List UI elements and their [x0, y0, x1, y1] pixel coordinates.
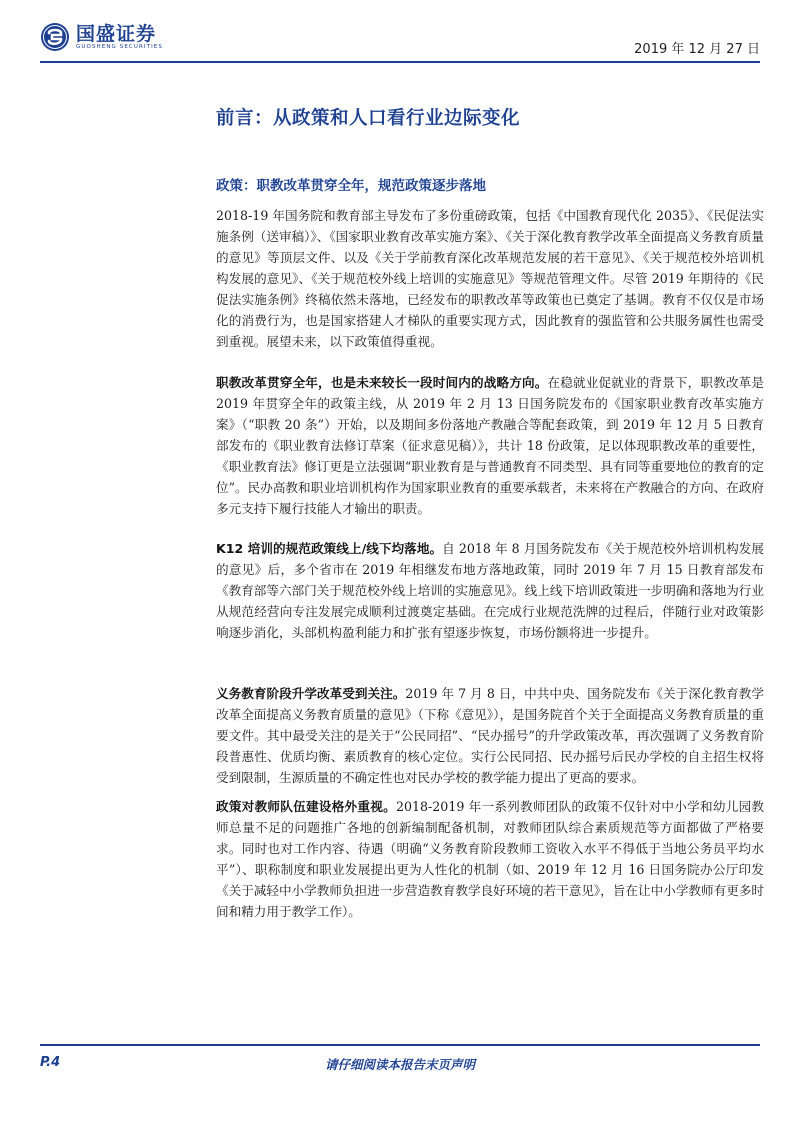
paragraph-body: 在稳就业促就业的背景下，职教改革是 2019 年贯穿全年的政策主线，从 2019 年 2 月 13 日国务院发布的《国家职业教育改革实施方案》（“职教 20 条”）开始，以及期间多份落地产教融合等配套政策，到 2019 年 12 月 5 日教育部发布的《职业教育法修订草案（征求意见稿）》，共计 18 份政策，足以体现职教改革的重要性，《职业教育法》修订更是立法强调“职业教育是与普通教育不同类型、具有同等重要地位的教育的定位”。民办高教和职业培训机构作为国家职业教育的重要承载者，未来将在产教融合的方向、在政府多元支持下履行技能人才输出的职责。	[216, 375, 765, 516]
paragraph	[216, 538, 764, 643]
section-title: 前言：从政策和人口看行业边际变化	[216, 108, 521, 129]
paragraph-body: 2018-2019 年一系列教师团队的政策不仅针对中小学和幼儿园教师总量不足的问题推广各地的创新编制配备机制，对教师团队综合素质规范等方面都做了严格要求。同时也对工作内容、待遇（明确“义务教育阶段教师工资收入水平不得低于当地公务员平均水平”）、职称制度和职业发展提出更为人性化的机制（如、2019 年 12 月 16 日国务院办公厅印发《关于减轻中小学教师负担进一步营造教育教学良好环境的若干意见》，旨在让中小学教师有更多时间和精力用于教学工作）。	[216, 799, 765, 919]
paragraph-body: 2018-19 年国务院和教育部主导发布了多份重磅政策，包括《中国教育现代化 2035》、《民促法实施条例（送审稿）》、《国家职业教育改革实施方案》、《关于深化教育教学改革全面提高义务教育质量的意见》等顶层文件、以及《关于学前教育深化改革规范发展的若干意见》、《关于规范校外培训机构发展的意见》、《关于规范校外线上培训的实施意见》等规范管理文件。尽管 2019 年期待的《民促法实施条例》终稿依然未落地，已经发布的职教改革等政策也已奠定了基调。教育不仅仅是市场化的消费行为，也是国家搭建人才梯队的重要实现方式，因此教育的强监管和公共服务属性也需受到重视。展望未来，以下政策值得重视。	[216, 208, 764, 349]
guosheng-logo-icon	[40, 22, 70, 52]
paragraph-body: 2019 年 7 月 8 日，中共中央、国务院发布《关于深化教育教学改革全面提高义务教育质量的意见》（下称《意见》），是国务院首个关于全面提高义务教育质量的重要文件。其中最受关注的是关于“公民同招”、“民办摇号”的升学政策改革，再次强调了义务教育阶段普惠性、优质均衡、素质教育的核心定位。实行公民同招、民办摇号后民办学校的自主招生权将受到限制，生源质量的不确定性也对民办学校的教学能力提出了更高的要求。	[216, 686, 765, 785]
sub-title: 政策：职教改革贯穿全年，规范政策逐步落地	[216, 178, 486, 194]
paragraph-lead: K12 培训的规范政策线上/线下均落地。	[216, 541, 443, 556]
page-number: P.4	[40, 1055, 61, 1070]
logo-english-name: GUOSHENG SECURITIES	[76, 43, 163, 50]
paragraph-lead: 义务教育阶段升学改革受到关注。	[216, 686, 406, 701]
paragraph	[216, 205, 764, 352]
footer-divider	[40, 1044, 760, 1046]
paragraph	[216, 683, 764, 788]
logo-chinese-name: 国盛证券	[76, 22, 157, 45]
paragraph-body: 自 2018 年 8 月国务院发布《关于规范校外培训机构发展的意见》后，多个省市在 2019 年相继发布地方落地政策，同时 2019 年 7 月 15 日教育部发布《教育部等六部门关于规范校外线上培训的实施意见》。线上线下培训政策进一步明确和落地为行业从规范经营向专注发展完成顺利过渡奠定基础。在完成行业规范洗牌的过程后，伴随行业对政策影响逐步消化，头部机构盈利能力和扩张有望逐步恢复，市场份额将进一步提升。	[216, 541, 764, 640]
page-header	[40, 18, 760, 60]
report-date: 2019 年 12 月 27 日	[634, 42, 760, 57]
company-logo	[40, 22, 163, 52]
paragraph	[216, 796, 764, 922]
paragraph	[216, 372, 764, 519]
disclaimer-note: 请仔细阅读本报告末页声明	[324, 1057, 475, 1072]
paragraph-lead: 政策对教师队伍建设格外重视。	[216, 799, 396, 814]
paragraph-lead: 职教改革贯穿全年，也是未来较长一段时间内的战略方向。	[216, 375, 548, 390]
header-divider	[40, 61, 760, 63]
